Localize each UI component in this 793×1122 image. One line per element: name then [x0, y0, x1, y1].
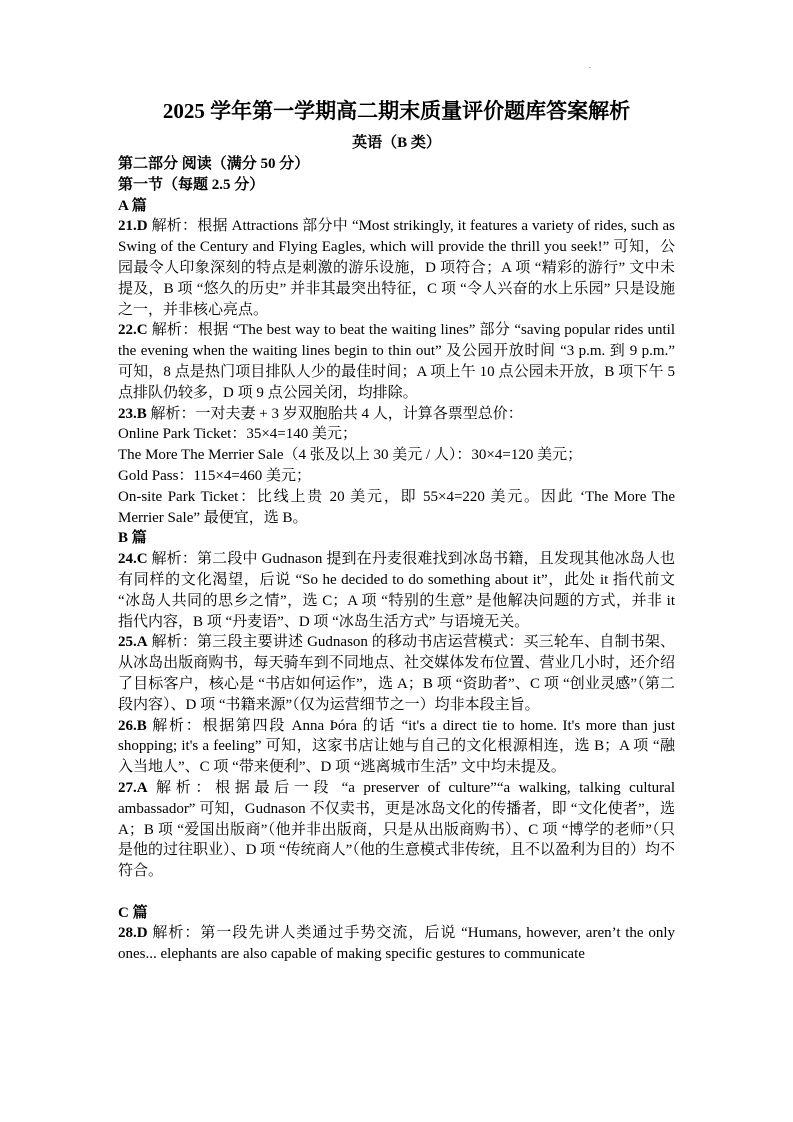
answer-25-number: 25.A — [118, 634, 148, 651]
answer-26 — [118, 716, 675, 778]
section-heading: 第一节（每题 2.5 分） — [118, 176, 265, 193]
answer-24-text: 解析：第二段中 Gudnason 提到在丹麦很难找到冰岛书籍，且发现其他冰岛人也有同样的文化渴望，后说 “So he decided to do something about it”，此处 it 指代前文 “冰岛人共同的思乡之情”，选 C；A 项 “特别的生意” 是他解决问题的方式，并非 it 指代内容，B 项 “丹麦语”、D 项 “冰岛生活方式” 与语境无关。 — [118, 551, 675, 630]
answer-23 — [118, 404, 675, 425]
answer-23-line-onsite: On-site Park Ticket：比线上贵 20 美元，即 55×4=220 美元。因此 ‘The More The Merrier Sale” 最便宜，选 B。 — [118, 488, 675, 526]
answer-26-text: 解析：根据第四段 Anna Þóra 的话 “it's a direct tie to home. It's more than just shopping; it's a feeling” 可知，这家书店让她与自己的文化根源相连，选 B；A 项 “融入当地人”、C 项 “带来便利”、D 项 “逃离城市生活” 文中均未提及。 — [118, 717, 675, 776]
answer-28-text: 解析：第一段先讲人类通过手势交流，后说 “Humans, however, aren’t the only ones... elephants are also capable of making specific gestures to communicate — [118, 925, 675, 963]
answer-24-number: 24.C — [118, 551, 148, 568]
passage-b-label: B 篇 — [118, 530, 147, 547]
document-subtitle: 英语（B 类） — [352, 135, 441, 151]
passage-a-label: A 篇 — [118, 197, 147, 214]
answer-27 — [118, 778, 675, 882]
passage-c-label: C 篇 — [118, 904, 148, 921]
answer-21-text: 解析：根据 Attractions 部分中 “Most strikingly, it features a variety of rides, such as Swing of the Century and Flying Eagles, which will provide the thrill you seek!” 可知，公园最令人印象深刻的特点是刺激的游乐设施，D 项符合；A 项 “精彩的游行” 文中未提及，B 项 “悠久的历史” 并非其最突出特征，C 项 “令人兴奋的水上乐园” 只是设施之一，并非核心亮点。 — [118, 218, 675, 318]
answer-26-number: 26.B — [118, 717, 147, 734]
answer-27-number: 27.A — [118, 779, 148, 796]
answer-23-line-merrier: The More The Merrier Sale（4 张及以上 30 美元 / 人）：30×4=120 美元； — [118, 447, 583, 464]
answer-21 — [118, 216, 675, 320]
answer-28 — [118, 923, 675, 965]
document-title: 2025 学年第一学期高二期末质量评价题库答案解析 — [162, 99, 631, 123]
answer-24 — [118, 549, 675, 632]
answer-27-text: 解析：根据最后一段 “a preserver of culture”“a walking, talking cultural ambassador” 可知，Gudnason 不仅卖书，更是冰岛文化的传播者，即 “文化使者”，选 A；B 项 “爱国出版商”（他并非出版商，只是从出版商购书）、C 项 “博学的老师”（只是他的过往职业）、D 项 “传统商人”（他的生意模式非传统，且不以盈利为目的）均不符合。 — [118, 779, 675, 880]
scan-speck — [589, 67, 591, 68]
answer-25-text: 解析：第三段主要讲述 Gudnason 的移动书店运营模式：买三轮车、自制书架、从冰岛出版商购书，每天骑车到不同地点、社交媒体发布位置、营业几小时，还介绍了目标客户，核心是 “书店如何运作”，选 A；B 项 “资助者”、C 项 “创业灵感”（第二段内容）、D 项 “书籍来源”（仅为运营细节之一）均非本段主旨。 — [118, 634, 675, 713]
answer-28-number: 28.D — [118, 925, 148, 942]
answer-23-line-online: Online Park Ticket：35×4=140 美元； — [118, 426, 358, 443]
answer-22-number: 22.C — [118, 322, 148, 339]
answer-23-number: 23.B — [118, 405, 147, 422]
answer-25 — [118, 632, 675, 715]
answer-22-text: 解析：根据 “The best way to beat the waiting lines” 部分 “saving popular rides until the evening when the waiting lines begin to thin out” 及公园开放时间 “3 p.m. 到 9 p.m.” 可知，8 点是热门项目排队人少的最佳时间；A 项上午 10 点公园未开放，B 项下午 5 点排队仍较多，D 项 9 点公园关闭，均排除。 — [118, 322, 675, 401]
blank-line — [118, 882, 675, 903]
answer-22 — [118, 320, 675, 403]
answer-21-number: 21.D — [118, 218, 148, 235]
answer-23-line-gold: Gold Pass：115×4=460 美元； — [118, 467, 312, 484]
part-heading: 第二部分 阅读（满分 50 分） — [118, 156, 310, 172]
answer-23-text: 解析：一对夫妻 + 3 岁双胞胎共 4 人，计算各票型总价： — [146, 405, 523, 422]
